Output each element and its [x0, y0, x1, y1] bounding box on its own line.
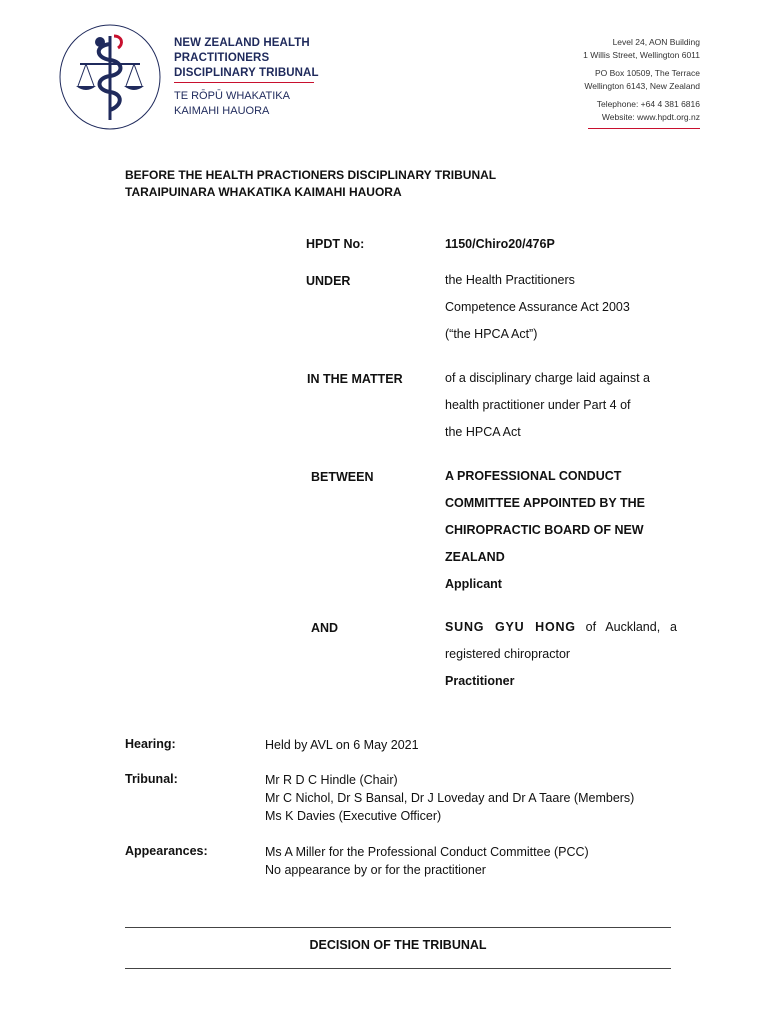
in-the-matter-value — [445, 365, 677, 446]
contact-details — [583, 36, 700, 123]
hearing-value: Held by AVL on 6 May 2021 — [265, 738, 419, 752]
org-maori-name — [174, 89, 290, 119]
practitioner-role: Practitioner — [445, 674, 515, 688]
address-line-1: Level 24, AON Building — [612, 37, 700, 47]
between-label: BETWEEN — [311, 470, 374, 484]
appearances-value — [265, 843, 589, 879]
between-value-line: COMMITTEE APPOINTED BY THE — [445, 496, 646, 510]
court-heading-line-2: TARAIPUINARA WHAKATIKA KAIMAHI HAUORA — [125, 185, 402, 199]
and-value-line-1-rest: of Auckland, a — [575, 620, 677, 634]
org-maori-line: TE RŌPŪ WHAKATIKA — [174, 90, 290, 102]
contact-divider — [588, 128, 700, 129]
under-value-line: the Health Practitioners — [445, 273, 575, 287]
po-box-line-2: Wellington 6143, New Zealand — [584, 80, 700, 91]
appearances-label: Appearances: — [125, 844, 208, 858]
tribunal-member-line: Mr R D C Hindle (Chair) — [265, 773, 398, 787]
and-value-line-1 — [445, 614, 677, 641]
org-name-line: PRACTITIONERS — [174, 52, 270, 64]
website: Website: www.hpdt.org.nz — [601, 111, 700, 122]
between-value-line: CHIROPRACTIC BOARD OF NEW — [445, 523, 644, 537]
under-value — [445, 267, 677, 348]
decision-title: DECISION OF THE TRIBUNAL — [309, 938, 487, 952]
court-heading — [125, 167, 496, 201]
org-maori-line: KAIMAHI HAUORA — [174, 105, 270, 117]
org-divider — [174, 82, 314, 83]
court-heading-line-1: BEFORE THE HEALTH PRACTIONERS DISCIPLINARY TRIBUNAL — [125, 168, 497, 182]
divider-top — [125, 927, 671, 928]
tribunal-members — [265, 771, 634, 825]
between-value-line: ZEALAND — [445, 550, 505, 564]
between-value-line: A PROFESSIONAL CONDUCT — [445, 469, 622, 483]
matter-value-line: health practitioner under Part 4 of — [445, 398, 631, 412]
appearance-line: Ms A Miller for the Professional Conduct Committee (PCC) — [265, 845, 589, 859]
and-label: AND — [311, 621, 339, 635]
hpdt-number-value: 1150/Chiro20/476P — [445, 237, 555, 251]
org-name-line: NEW ZEALAND HEALTH — [174, 37, 310, 49]
divider-bottom — [125, 968, 671, 969]
practitioner-name: SUNG GYU HONG — [445, 620, 576, 634]
between-value — [445, 463, 677, 598]
address-line-2: 1 Willis Street, Wellington 6011 — [583, 49, 700, 60]
and-value-line-2: registered chiropractor — [445, 647, 571, 661]
under-label: UNDER — [306, 274, 351, 288]
tribunal-logo — [58, 22, 162, 132]
matter-value-line: the HPCA Act — [445, 425, 521, 439]
and-value — [445, 614, 677, 695]
tribunal-member-line: Mr C Nichol, Dr S Bansal, Dr J Loveday and Dr A Taare (Members) — [265, 791, 635, 805]
tribunal-member-line: Ms K Davies (Executive Officer) — [265, 809, 442, 823]
hpdt-number-label: HPDT No: — [306, 237, 365, 251]
applicant-role: Applicant — [445, 577, 502, 591]
org-name — [174, 36, 319, 81]
appearance-line: No appearance by or for the practitioner — [265, 863, 486, 877]
tribunal-label: Tribunal: — [125, 772, 178, 786]
in-the-matter-label: IN THE MATTER — [307, 372, 403, 386]
under-value-line: Competence Assurance Act 2003 — [445, 300, 630, 314]
matter-value-line: of a disciplinary charge laid against a — [445, 371, 650, 385]
under-value-line: (“the HPCA Act”) — [445, 327, 538, 341]
telephone: Telephone: +64 4 381 6816 — [596, 99, 700, 109]
hearing-label: Hearing: — [125, 737, 176, 751]
po-box-line-1: PO Box 10509, The Terrace — [594, 68, 700, 78]
org-name-line: DISCIPLINARY TRIBUNAL — [174, 67, 319, 79]
